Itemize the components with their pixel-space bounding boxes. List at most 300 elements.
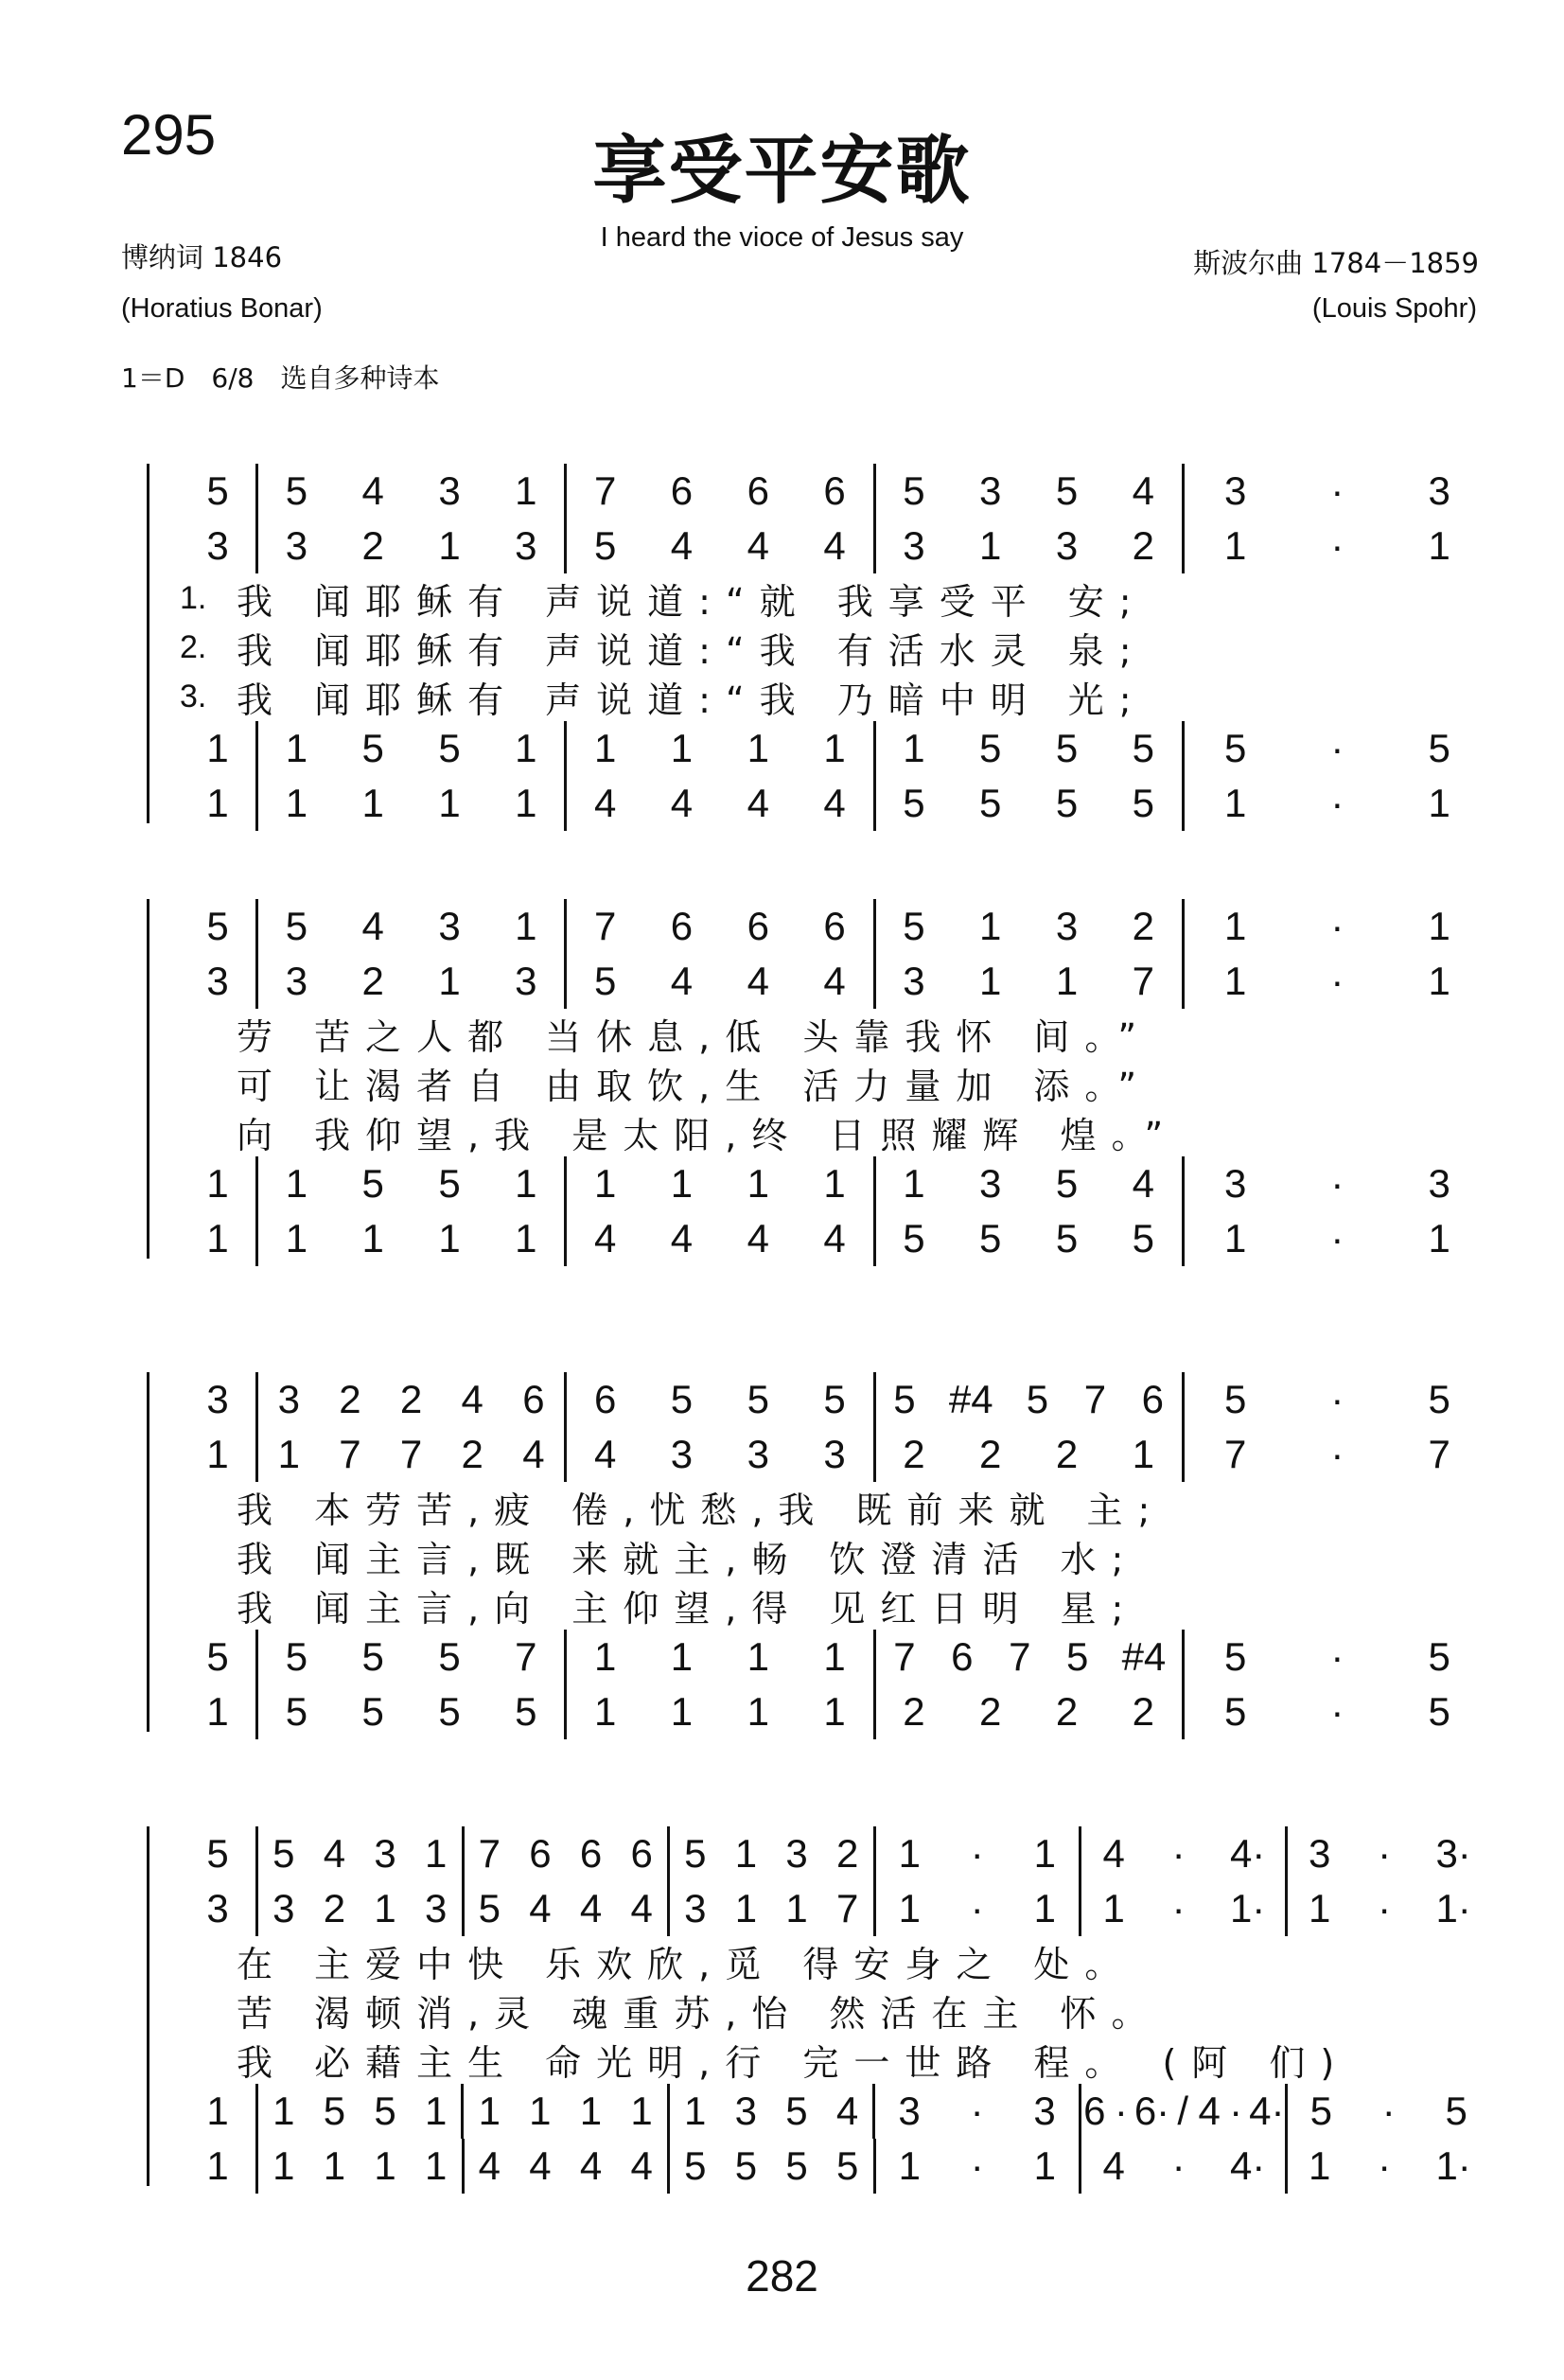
staff-row	[180, 519, 1490, 573]
note: 3	[747, 1432, 769, 1476]
note: 1	[438, 523, 461, 568]
note: ·	[1378, 1886, 1392, 1930]
measure	[876, 1156, 1182, 1211]
measure	[258, 519, 564, 573]
lyric-line	[180, 1580, 1490, 1630]
note: 5	[272, 1831, 295, 1876]
note: 1	[515, 726, 537, 770]
note: ·	[1229, 2089, 1243, 2133]
note: 6	[670, 904, 694, 948]
note: 4	[593, 1432, 617, 1476]
note: 1	[1102, 1886, 1125, 1930]
staff-row	[180, 899, 1490, 954]
note: 5	[1026, 1377, 1049, 1421]
lyric-line	[180, 1985, 1490, 2035]
measure	[567, 464, 872, 519]
note: ·	[970, 1886, 984, 1930]
measure	[567, 1630, 872, 1684]
subtitle: I heard the vioce of Jesus say	[600, 222, 964, 253]
note: ·	[1171, 1886, 1186, 1930]
note: 2	[339, 1377, 361, 1421]
lyric-text: 我 闻耶稣有 声说道:“就 我享受平 安;	[237, 580, 1147, 623]
measure	[258, 721, 564, 776]
measure	[876, 776, 1182, 831]
verse-number: 2.	[180, 628, 207, 665]
measure	[567, 1211, 872, 1266]
score-system	[114, 890, 1490, 1268]
note: 5	[285, 1689, 308, 1734]
measure	[258, 1826, 462, 1881]
note: 1	[529, 2089, 552, 2133]
system-bracket	[147, 1372, 149, 1732]
note: 1	[272, 2089, 295, 2133]
composer-english: (Louis Spohr)	[1311, 293, 1477, 324]
measure	[258, 776, 564, 831]
note: 1	[206, 781, 229, 825]
measure	[1288, 2084, 1490, 2139]
note: 5	[593, 959, 617, 1003]
note: 6	[1083, 2089, 1106, 2133]
note: 3	[438, 904, 461, 948]
staff-row	[180, 1211, 1490, 1266]
note: 4	[522, 1432, 545, 1476]
note: 1	[1309, 2143, 1331, 2188]
note: 5	[374, 2089, 396, 2133]
note: 7	[593, 904, 617, 948]
note: 2	[1055, 1689, 1079, 1734]
note: 1	[285, 781, 308, 825]
note: 3	[979, 468, 1002, 513]
note: 1	[979, 904, 1002, 948]
measure	[258, 1684, 564, 1739]
note: 1	[898, 2143, 921, 2188]
note: 7	[1132, 959, 1155, 1003]
measure	[567, 776, 872, 831]
measure	[180, 2084, 255, 2139]
measure	[465, 1881, 668, 1936]
note: 4·	[1229, 2143, 1266, 2188]
staff-row	[180, 1156, 1490, 1211]
measure	[1288, 1826, 1491, 1881]
measure	[1185, 1211, 1490, 1266]
measure	[670, 2084, 872, 2139]
note: 5	[361, 1689, 384, 1734]
measure	[180, 1630, 255, 1684]
note: 3	[1033, 2089, 1056, 2133]
note: 2	[1132, 904, 1155, 948]
note: 5	[1428, 726, 1450, 770]
note: 4	[593, 781, 617, 825]
note: 5	[1132, 726, 1155, 770]
note: 2	[903, 1689, 925, 1734]
measure	[567, 721, 872, 776]
note: 1	[898, 1886, 921, 1930]
note: 3	[206, 523, 229, 568]
note: 1	[1055, 959, 1079, 1003]
note: 1	[206, 2089, 229, 2133]
staff-row	[180, 954, 1490, 1009]
note: 1	[438, 1216, 461, 1261]
note: 5	[593, 523, 617, 568]
note: 3	[1428, 468, 1450, 513]
note: 5	[1132, 1216, 1155, 1261]
note: 6	[823, 468, 846, 513]
lyric-line	[180, 1107, 1490, 1156]
note: 1	[734, 1831, 758, 1876]
note: 3	[1223, 468, 1247, 513]
measure	[258, 1372, 564, 1427]
note: 5	[206, 1634, 229, 1679]
note: 4	[361, 904, 384, 948]
measure	[876, 721, 1182, 776]
note: 5	[893, 1377, 916, 1421]
note: 1	[1033, 1831, 1056, 1876]
lyricist-english: (Horatius Bonar)	[121, 293, 323, 324]
note: 1	[1428, 904, 1450, 948]
note: ·	[1171, 2143, 1186, 2188]
note: 1	[1428, 523, 1450, 568]
measure	[180, 1372, 255, 1427]
measure	[567, 519, 872, 573]
lyric-text: 我 闻主言,既 来就主,畅 饮澄清活 水;	[237, 1538, 1139, 1580]
note: 3	[670, 1432, 694, 1476]
note: 1	[979, 523, 1002, 568]
note: 2	[1132, 1689, 1155, 1734]
measure	[258, 1427, 564, 1482]
note: 3	[1055, 523, 1079, 568]
staff-row	[180, 1881, 1490, 1936]
note: 1	[979, 959, 1002, 1003]
lyric-line	[180, 1482, 1490, 1531]
note: 1	[285, 1216, 308, 1261]
note: ·	[1330, 468, 1344, 513]
note: 3	[1309, 1831, 1331, 1876]
measure	[670, 1826, 873, 1881]
note: 6	[823, 904, 846, 948]
note: 3	[206, 959, 229, 1003]
lyric-text: 劳 苦之人都 当休息,低 头靠我怀 间。”	[237, 1015, 1152, 1058]
note: 4	[579, 1886, 603, 1930]
note: 1	[206, 1432, 229, 1476]
lyric-text: 我 本劳苦,疲 倦,忧愁,我 既前来就 主;	[237, 1489, 1166, 1531]
note: 1	[823, 1161, 846, 1206]
note: 3	[1055, 904, 1079, 948]
note: 5	[323, 2089, 346, 2133]
note: 1	[823, 726, 846, 770]
measure	[464, 2084, 666, 2139]
note: 4	[1132, 1161, 1155, 1206]
note: 1	[361, 781, 384, 825]
note: 1	[272, 2143, 295, 2188]
note: 5	[206, 468, 229, 513]
lyric-text: 在 主爱中快 乐欢欣,觅 得安身之 处。	[237, 1943, 1136, 1985]
lyric-line	[180, 1936, 1490, 1985]
note: 4	[1132, 468, 1155, 513]
lyric-line	[180, 623, 1490, 672]
note: 3	[1428, 1161, 1450, 1206]
note: ·	[1330, 1216, 1344, 1261]
note: ·	[970, 2089, 984, 2133]
note: 5	[438, 1689, 461, 1734]
note: ·	[1330, 1432, 1344, 1476]
measure	[1081, 2139, 1285, 2194]
note: ·	[970, 2143, 984, 2188]
measure	[180, 899, 255, 954]
note: 2	[979, 1689, 1002, 1734]
note: 1	[361, 1216, 384, 1261]
note: 1	[206, 726, 229, 770]
measure	[180, 1427, 255, 1482]
note: 1	[206, 1689, 229, 1734]
note: 7	[1223, 1432, 1247, 1476]
note: 6	[529, 1831, 552, 1876]
page-title: 享受平安歌	[592, 128, 972, 214]
note: 1·	[1229, 1886, 1266, 1930]
note: 7	[1083, 1377, 1107, 1421]
note: 1	[285, 1161, 308, 1206]
note: 1	[425, 1831, 448, 1876]
measure	[1185, 1684, 1490, 1739]
measure	[567, 954, 872, 1009]
note: 1	[438, 959, 461, 1003]
note: 3	[898, 2089, 921, 2133]
note: 4	[1198, 2089, 1221, 2133]
note: 1	[823, 1689, 846, 1734]
note: 5	[1055, 781, 1079, 825]
measure	[1081, 1881, 1285, 1936]
note: 5	[478, 1886, 501, 1930]
score-system	[114, 1363, 1490, 1741]
note: 2	[979, 1432, 1002, 1476]
note: 1	[593, 1634, 617, 1679]
note: ·	[1330, 1161, 1344, 1206]
note: 1	[593, 726, 617, 770]
note: 5	[823, 1377, 846, 1421]
note: 5	[979, 1216, 1002, 1261]
note: 1	[206, 1161, 229, 1206]
note: 2	[399, 1377, 423, 1421]
note: 4	[823, 781, 846, 825]
note: 3	[425, 1886, 448, 1930]
measure	[1185, 1372, 1490, 1427]
note: 1	[1223, 523, 1247, 568]
note: 1	[374, 1886, 396, 1930]
note: ·	[1378, 2143, 1392, 2188]
note: 4	[823, 959, 846, 1003]
measure	[876, 954, 1182, 1009]
note: 5	[785, 2143, 808, 2188]
measure	[1185, 721, 1490, 776]
note: 1	[630, 2089, 653, 2133]
staff-row	[180, 1826, 1490, 1881]
measure	[1185, 519, 1490, 573]
note: 5	[979, 726, 1002, 770]
note: ·	[1330, 1689, 1344, 1734]
note: 1	[478, 2089, 501, 2133]
note: 1	[670, 1161, 694, 1206]
note: 5	[903, 1216, 925, 1261]
measure	[258, 899, 564, 954]
measure	[1185, 776, 1490, 831]
staff-row	[180, 2084, 1490, 2139]
note: ·	[1171, 1831, 1186, 1876]
lyric-text: 我 必藉主生 命光明,行 完一世路 程。 (阿 们)	[237, 2041, 1350, 2084]
note: 1	[1223, 959, 1247, 1003]
note: 5	[1428, 1377, 1450, 1421]
measure	[180, 464, 255, 519]
note: 6·	[1133, 2089, 1170, 2133]
note: 6	[951, 1634, 974, 1679]
note: 3	[277, 1377, 300, 1421]
note: 5	[285, 1634, 308, 1679]
note: 7	[593, 468, 617, 513]
measure	[567, 1372, 872, 1427]
note: 5	[1428, 1634, 1450, 1679]
lyric-text: 可 让渴者自 由取饮,生 活力量加 添。”	[237, 1065, 1152, 1107]
note: 3	[206, 1886, 229, 1930]
note: /	[1177, 2089, 1188, 2133]
note: 5	[1223, 1689, 1247, 1734]
lyricist: 博纳词 1846	[121, 241, 283, 273]
note: 3	[903, 523, 925, 568]
note: 1	[823, 1634, 846, 1679]
note: 1	[593, 1689, 617, 1734]
note: 5	[438, 1161, 461, 1206]
note: 4	[747, 523, 769, 568]
staff-row	[180, 721, 1490, 776]
note: 6	[747, 904, 769, 948]
note: 5	[903, 468, 925, 513]
note: 5	[1309, 2089, 1332, 2133]
note: 5	[285, 468, 308, 513]
note: ·	[1114, 2089, 1128, 2133]
measure	[465, 1826, 668, 1881]
note: 4	[670, 523, 694, 568]
note: 1	[1309, 1886, 1331, 1930]
verse-number: 3.	[180, 678, 207, 714]
note: 3	[285, 523, 308, 568]
note: 5	[206, 1831, 229, 1876]
measure	[876, 1211, 1182, 1266]
note: 4	[529, 1886, 552, 1930]
measure	[876, 1372, 1182, 1427]
note: 3	[734, 2089, 757, 2133]
note: ·	[1330, 904, 1344, 948]
measure	[1185, 1427, 1490, 1482]
note: 1	[898, 1831, 921, 1876]
note: 1	[684, 2089, 707, 2133]
measure	[876, 2139, 1080, 2194]
key-signature-info: 1＝D 6/8 选自多种诗本	[121, 362, 440, 394]
note: 3	[684, 1886, 707, 1930]
measure	[567, 1684, 872, 1739]
lyric-text: 我 闻耶稣有 声说道:“我 有活水灵 泉;	[237, 629, 1147, 672]
note: 5	[684, 1831, 707, 1876]
note: 5	[1055, 1161, 1079, 1206]
score-system	[114, 1817, 1490, 2195]
note: 4	[747, 781, 769, 825]
measure	[465, 2139, 668, 2194]
note: 3	[374, 1831, 396, 1876]
system-bracket	[147, 899, 149, 1259]
measure	[1288, 2139, 1491, 2194]
note: #4	[948, 1377, 993, 1421]
note: 3	[515, 959, 537, 1003]
note: 3	[979, 1161, 1002, 1206]
note: 5	[1055, 726, 1079, 770]
note: 3	[285, 959, 308, 1003]
note: 1	[1223, 1216, 1247, 1261]
note: 1	[747, 1634, 769, 1679]
note: ·	[1330, 1377, 1344, 1421]
note: 1	[1428, 781, 1450, 825]
note: 2	[1132, 523, 1155, 568]
measure	[180, 954, 255, 1009]
note: 4	[670, 959, 694, 1003]
note: 2	[1055, 1432, 1079, 1476]
score-system	[114, 454, 1490, 833]
measure	[258, 1881, 462, 1936]
measure	[258, 1156, 564, 1211]
page-number: 282	[746, 2251, 818, 2301]
staff-row	[180, 1684, 1490, 1739]
note: 4	[747, 1216, 769, 1261]
note: 4	[478, 2143, 501, 2188]
measure	[567, 1427, 872, 1482]
note: 4	[670, 781, 694, 825]
note: 4	[1102, 2143, 1125, 2188]
note: 3	[206, 1377, 229, 1421]
measure	[258, 2084, 461, 2139]
measure	[180, 721, 255, 776]
measure	[180, 1826, 255, 1881]
measure	[876, 899, 1182, 954]
note: 1	[515, 904, 537, 948]
note: 1	[785, 1886, 808, 1930]
note: 5	[1223, 1634, 1247, 1679]
note: 5	[670, 1377, 694, 1421]
measure	[1081, 2084, 1285, 2139]
lyric-text: 向 我仰望,我 是太阳,终 日照耀辉 煌。”	[237, 1114, 1179, 1156]
note: 4	[670, 1216, 694, 1261]
note: 1	[747, 726, 769, 770]
composer: 斯波尔曲 1784－1859	[1193, 247, 1479, 279]
measure	[1185, 464, 1490, 519]
note: 5	[979, 781, 1002, 825]
note: 4·	[1249, 2089, 1285, 2133]
note: 2	[836, 1831, 859, 1876]
measure	[1081, 1826, 1285, 1881]
system-bracket	[147, 1826, 149, 2186]
note: 1	[593, 1161, 617, 1206]
note: 1	[1223, 904, 1247, 948]
note: 7	[399, 1432, 423, 1476]
note: 7	[893, 1634, 916, 1679]
staff-row	[180, 1427, 1490, 1482]
note: 5	[438, 1634, 461, 1679]
staff-row	[180, 464, 1490, 519]
note: 7	[1009, 1634, 1031, 1679]
note: 7	[515, 1634, 537, 1679]
note: 5	[361, 726, 384, 770]
note: 6	[670, 468, 694, 513]
note: 5	[836, 2143, 859, 2188]
lyric-line	[180, 672, 1490, 721]
note: 5	[734, 2143, 758, 2188]
note: 1	[515, 781, 537, 825]
measure	[567, 899, 872, 954]
measure	[1185, 1630, 1490, 1684]
